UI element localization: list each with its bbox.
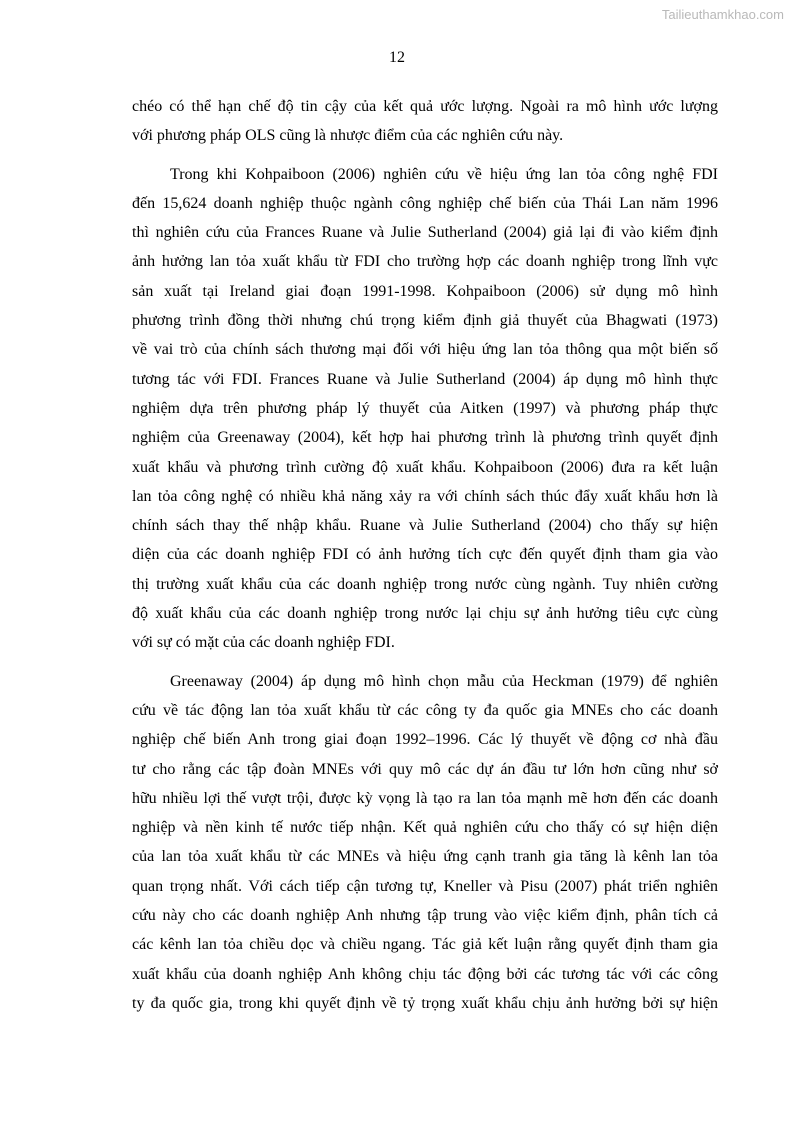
text-line: lan tỏa công nghệ có nhiều khả năng xảy ra với chính sách thúc đẩy xuất khẩu hơn là (132, 487, 718, 505)
text-line: độ xuất khẩu của các doanh nghiệp trong nước lại chịu sự ảnh hưởng tiêu cực cùng (132, 605, 718, 623)
text-line: diện của các doanh nghiệp FDI có ảnh hưởng tích cực đến quyết định tham gia vào (132, 546, 718, 564)
paragraph (132, 160, 718, 658)
text-line: cứu về tác động lan tỏa xuất khẩu từ các công ty đa quốc gia MNEs cho các doanh (132, 701, 718, 719)
text-line: chính sách thay thế nhập khẩu. Ruane và Julie Sutherland (2004) cho thấy sự hiện (132, 517, 718, 535)
text-line: về vai trò của chính sách thương mại đối với hiệu ứng lan tỏa thông qua một biến số (132, 341, 718, 359)
text-line: nghiệm dựa trên phương pháp lý thuyết của Aitken (1997) và phương pháp thực (132, 399, 718, 417)
text-line: đến 15,624 doanh nghiệp thuộc ngành công nghiệp chế biến của Thái Lan năm 1996 (132, 194, 718, 212)
text-line: với phương pháp OLS cũng là nhược điểm của các nghiên cứu này. (132, 127, 564, 145)
text-line: xuất khẩu của doanh nghiệp Anh không chịu tác động bởi các tương tác với các công (132, 965, 718, 983)
text-line: thì nghiên cứu của Frances Ruane và Julie Sutherland (2004) giả lại đi vào kiểm định (132, 224, 718, 242)
paragraph (132, 92, 718, 151)
text-line: của lan tỏa xuất khẩu từ các MNEs và hiệu ứng cạnh tranh gia tăng là kênh lan tỏa (132, 848, 718, 866)
text-line: xuất khẩu và phương trình cường độ xuất khẩu. Kohpaiboon (2006) đưa ra kết luận (132, 458, 718, 476)
text-line: Trong khi Kohpaiboon (2006) nghiên cứu về hiệu ứng lan tỏa công nghệ FDI (170, 165, 718, 183)
text-line: các kênh lan tỏa chiều dọc và chiều ngang. Tác giả kết luận rằng quyết định tham gia (132, 936, 718, 954)
page-number: 12 (389, 49, 405, 66)
text-line: nghiệm của Greenaway (2004), kết hợp hai phương trình là phương trình quyết định (132, 429, 718, 447)
body-text (132, 92, 718, 1018)
text-line: ty đa quốc gia, trong khi quyết định về tỷ trọng xuất khẩu chịu ảnh hưởng bởi sự hiện (132, 994, 718, 1012)
text-line: cứu này cho các doanh nghiệp Anh nhưng tập trung vào việc kiểm định, phân tích cả (132, 907, 718, 925)
text-line: ảnh hưởng lan tỏa xuất khẩu từ FDI cho trường hợp các doanh nghiệp trong lĩnh vực (132, 253, 718, 271)
watermark-text: Tailieuthamkhao.com (661, 7, 784, 22)
text-line: quan trọng nhất. Với cách tiếp cận tương tự, Kneller và Pisu (2007) phát triển nghiên (132, 877, 718, 895)
text-line: nghiệp và nền kinh tế nước tiếp nhận. Kết quả nghiên cứu cho thấy có sự hiện diện (132, 819, 718, 837)
text-line: thị trường xuất khẩu của các doanh nghiệp trong nước cùng ngành. Tuy nhiên cường (132, 575, 718, 593)
text-line: phương trình đồng thời nhưng chú trọng kiểm định giả thuyết của Bhagwati (1973) (132, 312, 718, 330)
text-line: tương tác với FDI. Frances Ruane và Julie Sutherland (2004) áp dụng mô hình thực (132, 370, 718, 388)
text-line: sản xuất tại Ireland giai đoạn 1991-1998. Kohpaiboon (2006) sử dụng mô hình (132, 282, 718, 300)
paragraph (132, 667, 718, 1019)
text-line: Greenaway (2004) áp dụng mô hình chọn mẫu của Heckman (1979) để nghiên (170, 672, 718, 690)
text-line: hữu nhiều lợi thế vượt trội, được kỳ vọng là tạo ra lan tỏa mạnh mẽ hơn đến các doanh (132, 789, 718, 807)
text-line: chéo có thể hạn chế độ tin cậy của kết quả ước lượng. Ngoài ra mô hình ước lượng (132, 98, 718, 115)
text-line: với sự có mặt của các doanh nghiệp FDI. (132, 634, 395, 652)
text-line: tư cho rằng các tập đoàn MNEs với quy mô các dự án đầu tư lớn hơn cũng như sở (132, 760, 718, 778)
text-line: nghiệp chế biến Anh trong giai đoạn 1992–1996. Các lý thuyết về động cơ nhà đầu (132, 731, 718, 749)
